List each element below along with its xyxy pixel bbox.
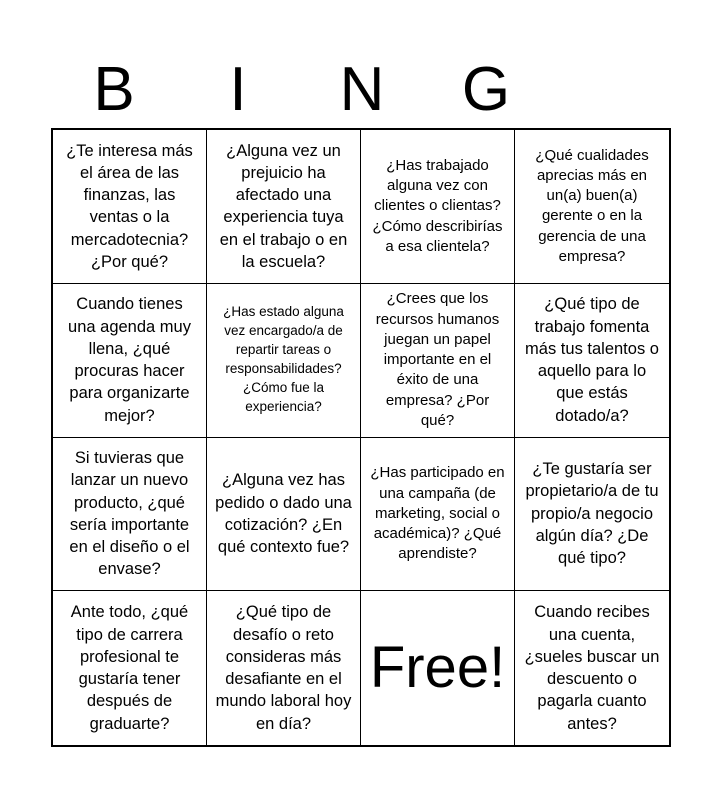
- bingo-cell: ¿Qué cualidades aprecias más en un(a) buen(a) gerente o en la gerencia de una empresa?: [515, 130, 669, 284]
- bingo-cell: Cuando recibes una cuenta, ¿sueles buscar un descuento o pagarla cuanto antes?: [524, 603, 660, 733]
- header-letter-i: I: [229, 55, 247, 124]
- bingo-cell: ¿Has trabajado alguna vez con clientes o clientas? ¿Cómo describirías a esa clientela?: [361, 130, 515, 284]
- header-letter-n: N: [339, 55, 385, 124]
- bingo-cell: ¿Qué tipo de desafío o reto consideras más desafiante en el mundo laboral hoy en día?: [207, 591, 361, 745]
- bingo-cell: ¿Qué tipo de trabajo fomenta más tus talentos o aquello para lo que estás dotado/a?: [515, 284, 669, 438]
- bingo-header: [52, 52, 672, 128]
- bingo-grid: [51, 128, 671, 747]
- bingo-cell: ¿Te gustaría ser propietario/a de tu propio/a negocio algún día? ¿De qué tipo?: [515, 438, 669, 592]
- bingo-cell: Si tuvieras que lanzar un nuevo producto, ¿qué sería importante en el diseño o el envase?: [53, 438, 207, 592]
- header-letter-b: B: [93, 55, 135, 124]
- bingo-cell: ¿Has estado alguna vez encargado/a de repartir tareas o responsabilidades? ¿Cómo fue la experiencia?: [207, 284, 361, 438]
- header-letter-g: G: [461, 55, 511, 124]
- free-space-cell: Free!: [361, 591, 515, 745]
- bingo-cell: ¿Crees que los recursos humanos juegan un papel importante en el éxito de una empresa? ¿Por qué?: [361, 284, 515, 438]
- bingo-cell: ¿Has participado en una campaña (de marketing, social o académica)? ¿Qué aprendiste?: [361, 438, 515, 592]
- bingo-cell: ¿Alguna vez un prejuicio ha afectado una experiencia tuya en el trabajo o en la escuela?: [207, 130, 361, 284]
- bingo-cell: ¿Alguna vez has pedido o dado una cotización? ¿En qué contexto fue?: [207, 438, 361, 592]
- bingo-cell: Ante todo, ¿qué tipo de carrera profesional te gustaría tener después de graduarte?: [53, 591, 207, 745]
- bingo-cell: Cuando tienes una agenda muy llena, ¿qué procuras hacer para organizarte mejor?: [53, 284, 207, 438]
- bingo-cell: ¿Te interesa más el área de las finanzas, las ventas o la mercadotecnia? ¿Por qué?: [53, 130, 207, 284]
